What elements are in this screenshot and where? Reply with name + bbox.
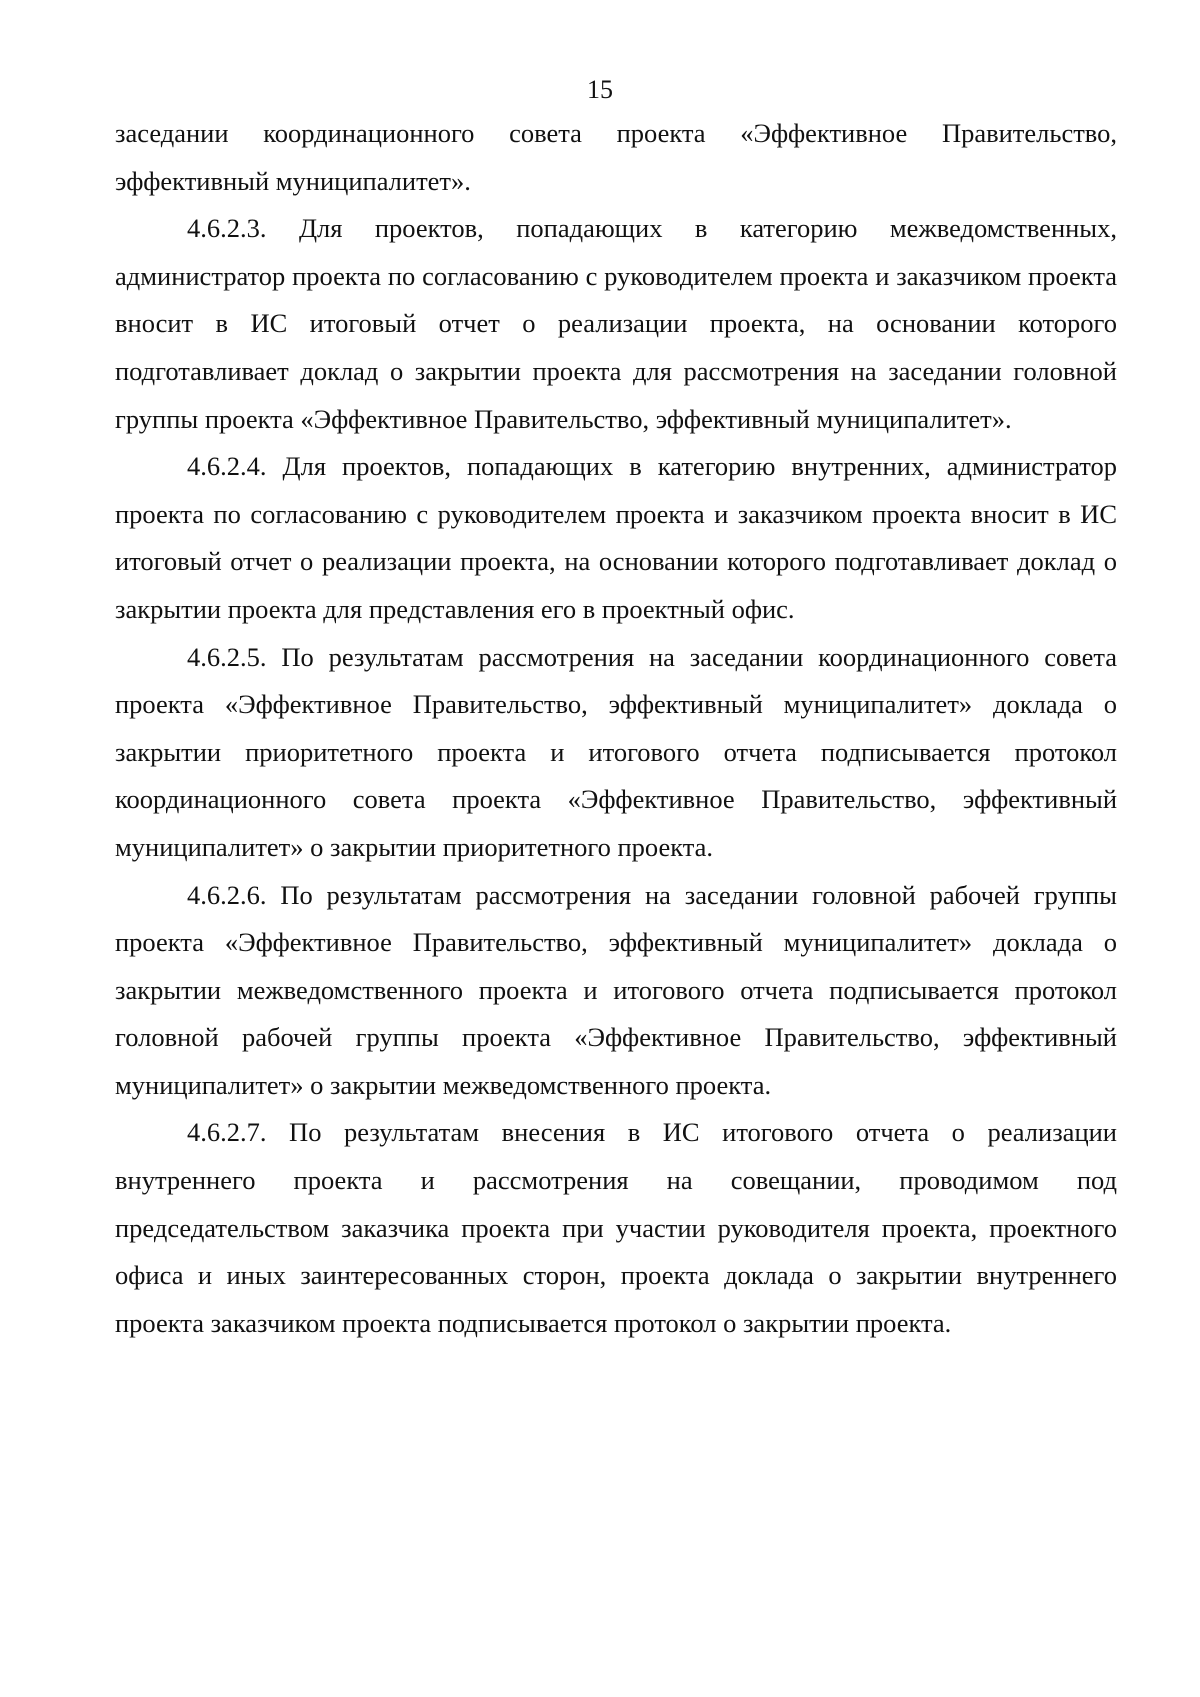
paragraph-4-6-2-5: 4.6.2.5. По результатам рассмотрения на заседании координационного совета проекта «Эффективное Правительство, эффективный муниципалитет» доклада о закрытии приоритетного проекта и итогового отчета подписывается протокол координационного совета проекта «Эффективное Правительство, эффективный муниципалитет» о закрытии приоритетного проекта. (115, 641, 1117, 862)
paragraph-4-6-2-3: 4.6.2.3. Для проектов, попадающих в категорию межведомственных, администратор проекта по согласованию с руководителем проекта и заказчиком проекта вносит в ИС итоговый отчет о реализации проекта, на основании которого подготавливает доклад о закрытии проекта для рассмотрения на заседании головной группы проекта «Эффективное Правительство, эффективный муниципалитет». (115, 213, 1117, 434)
document-body (115, 110, 1117, 1347)
paragraph-4-6-2-7: 4.6.2.7. По результатам внесения в ИС итогового отчета о реализации внутреннего проекта и рассмотрения на совещании, проводимом под председательством заказчика проекта при участии руководителя проекта, проектного офиса и иных заинтересованных сторон, проекта доклада о закрытии внутреннего проекта заказчиком проекта подписывается протокол о закрытии проекта. (115, 1117, 1117, 1338)
paragraph-4-6-2-6: 4.6.2.6. По результатам рассмотрения на заседании головной рабочей группы проекта «Эффективное Правительство, эффективный муниципалитет» доклада о закрытии межведомственного проекта и итогового отчета подписывается протокол головной рабочей группы проекта «Эффективное Правительство, эффективный муниципалитет» о закрытии межведомственного проекта. (115, 879, 1117, 1100)
page-number: 15 (587, 75, 613, 104)
paragraph-4-6-2-4: 4.6.2.4. Для проектов, попадающих в категорию внутренних, администратор проекта по согласованию с руководителем проекта и заказчиком проекта вносит в ИС итоговый отчет о реализации проекта, на основании которого подготавливает доклад о закрытии проекта для представления его в проектный офис. (115, 451, 1117, 624)
paragraph-continuation: заседании координационного совета проекта «Эффективное Правительство, эффективный муниципалитет». (115, 118, 1117, 196)
